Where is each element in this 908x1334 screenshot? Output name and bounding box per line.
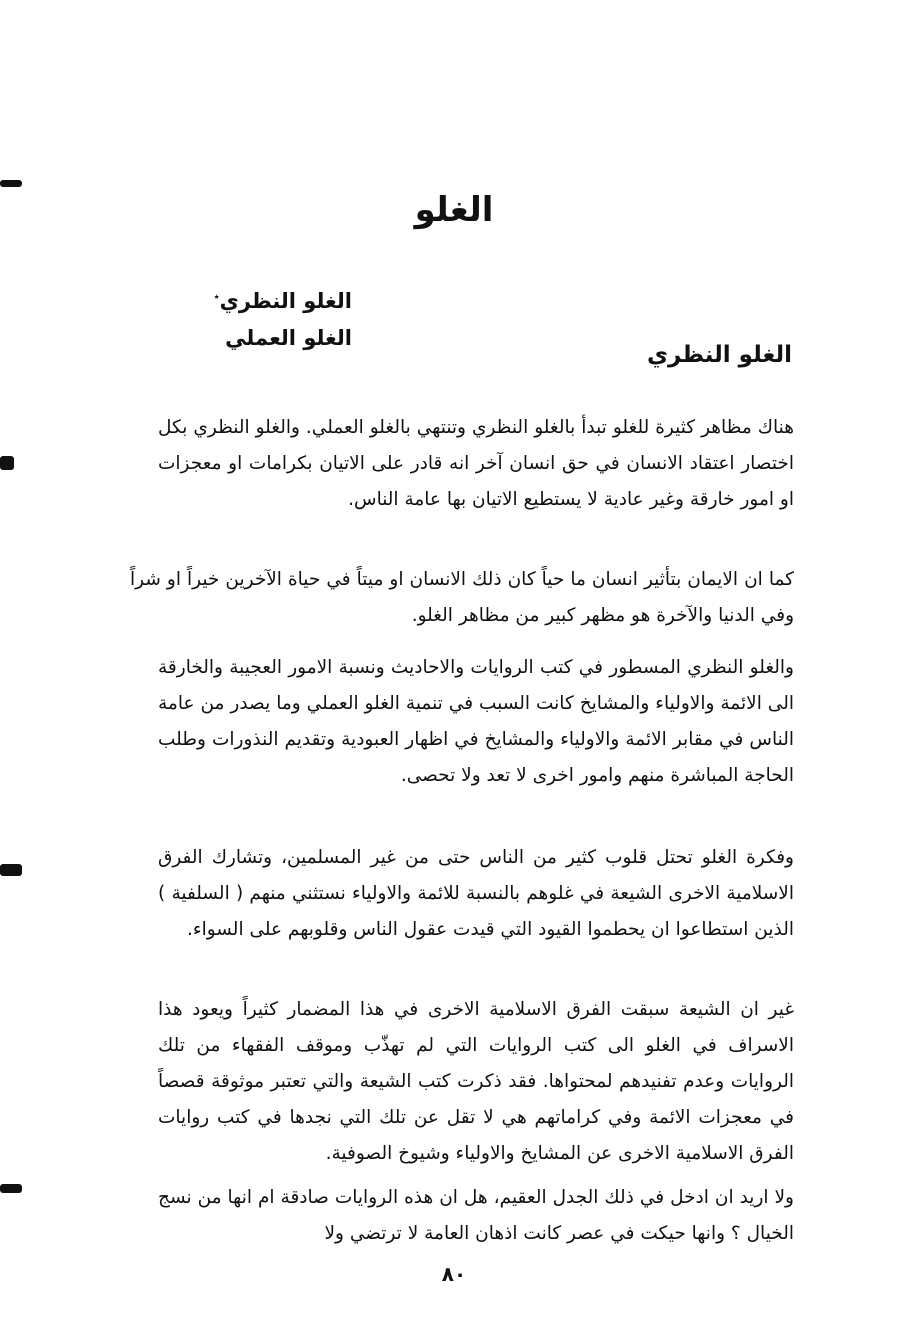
chapter-contents — [214, 278, 352, 357]
binding-mark — [0, 864, 22, 876]
paragraph: هناك مظاهر كثيرة للغلو تبدأ بالغلو النظري وتنتهي بالغلو العملي. والغلو النظري بكل اختصار اعتقاد الانسان في حق انسان آخر انه قادر على الاتيان بكرامات او معجزات او امور خارقة وغير عادية لا يستطيع الاتيان بها عامة الناس. — [158, 417, 794, 510]
binding-mark — [0, 1184, 22, 1193]
toc-item-label: الغلو النظري — [219, 289, 352, 313]
paragraph: والغلو النظري المسطور في كتب الروايات والاحاديث ونسبة الامور العجيبة والخارقة الى الائمة والاولياء والمشايخ كانت السبب في تنمية الغلو العملي وما يصدر من عامة الناس في مقابر الائمة والاولياء والمشايخ في اظهار العبودية وتقديم النذورات وطلب الحاجة المباشرة منهم وامور اخرى لا تعد ولا تحصى. — [158, 657, 794, 786]
chapter-title: الغلو — [414, 190, 494, 230]
footnote-marker: ٭ — [213, 290, 220, 303]
paragraph: ولا اريد ان ادخل في ذلك الجدل العقيم، هل ان هذه الروايات صادقة ام انها من نسج الخيال ؟ وانها حيكت في عصر كانت اذهان العامة لا ترتضي ولا — [158, 1187, 794, 1244]
paragraph: غير ان الشيعة سبقت الفرق الاسلامية الاخرى في هذا المضمار كثيراً ويعود هذا الاسراف في الغلو الى كتب الروايات التي لم تهذّب وموقف الفقهاء من تلك الروايات وعدم تفنيدهم لمحتواها. فقد ذكرت كتب الشيعة والتي تعتبر موثوقة قصصاً في معجزات الائمة وفي كراماتهم هي لا تقل عن تلك التي نجدها في كتب روايات الفرق الاسلامية الاخرى عن المشايخ والاولياء وشيوخ الصوفية. — [158, 999, 794, 1164]
binding-mark — [0, 456, 14, 470]
toc-item-label: الغلو العملي — [225, 326, 352, 350]
paragraph: وفكرة الغلو تحتل قلوب كثير من الناس حتى من غير المسلمين، وتشارك الفرق الاسلامية الاخرى الشيعة في غلوهم بالنسبة للائمة والاولياء نستثني منهم ( السلفية ) الذين استطاعوا ان يحطموا القيود التي قيدت عقول الناس وقلوبهم على السواء. — [158, 847, 794, 940]
section-heading: الغلو النظري — [646, 342, 792, 368]
toc-item — [214, 278, 352, 320]
page-number: ٨٠ — [441, 1262, 467, 1286]
binding-mark — [0, 180, 22, 187]
toc-item — [214, 320, 352, 357]
paragraph: كما ان الايمان بتأثير انسان ما حياً كان ذلك الانسان او ميتاً في حياة الآخرين خيراً او شراً وفي الدنيا والآخرة هو مظهر كبير من مظاهر الغلو. — [130, 569, 794, 626]
